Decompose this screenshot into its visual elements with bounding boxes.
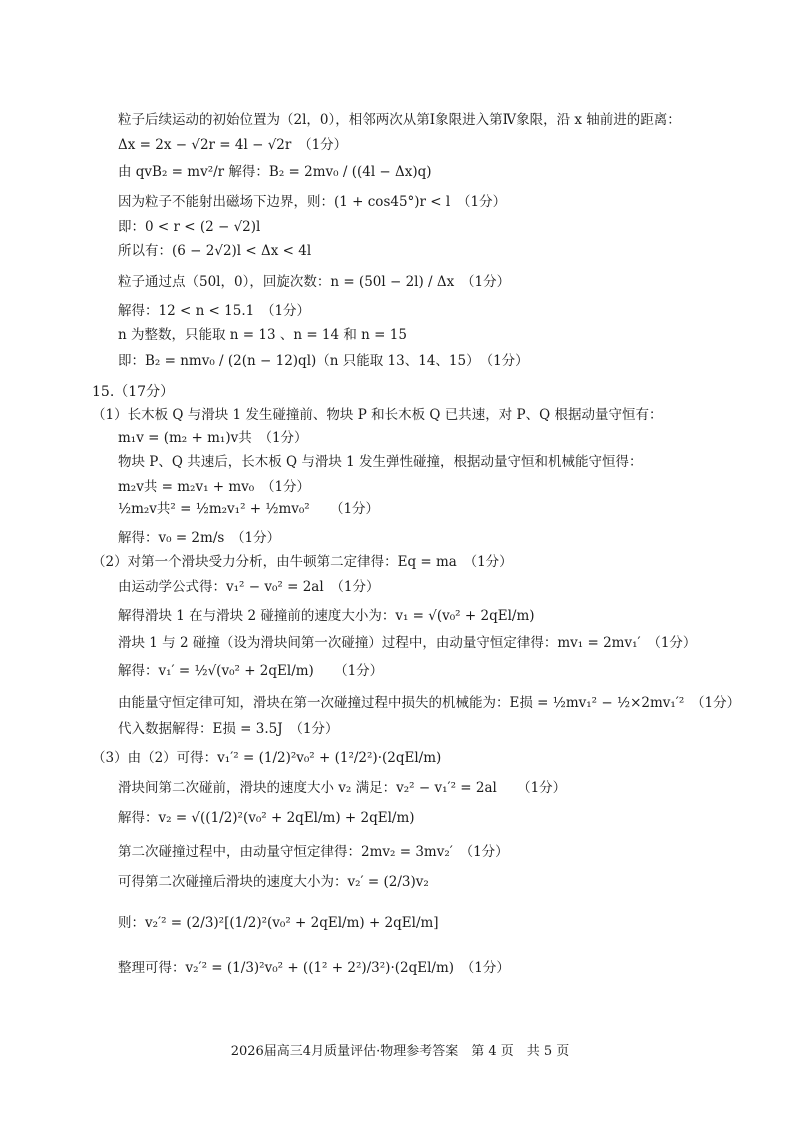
text-line: 粒子通过点（50l，0），回旋次数：n = (50l − 2l) / Δx （1分） (118, 274, 511, 290)
equation-line: Δx = 2x − √2r = 4l − √2r （1分） (118, 137, 348, 153)
equation-line: 即：B₂ = nmv₀ / (2(n − 12)ql)（n 只能取 13、14、15） （1分） (118, 353, 529, 369)
equation-line: 解得：v₀ = 2m/s （1分） (118, 530, 281, 546)
equation-line: 解得滑块 1 在与滑块 2 碰撞前的速度大小为：v₁ = √(v₀² + 2qEl/m) (118, 608, 535, 624)
equation-line: 所以有：(6 − 2√2)l < Δx < 4l (118, 243, 312, 259)
text-line: n 为整数，只能取 n = 13 、n = 14 和 n = 15 (118, 327, 407, 343)
text-line: 因为粒子不能射出磁场下边界，则：(1 + cos45°)r < l （1分） (118, 194, 507, 210)
equation-line: 由 qvB₂ = mv²/r 解得：B₂ = 2mv₀ / ((4l − Δx)q) (118, 164, 432, 180)
text-line: 物块 P、Q 共速后，长木板 Q 与滑块 1 发生弹性碰撞，根据动量守恒和机械能守恒得： (118, 454, 643, 470)
equation-line: m₁v = (m₂ + m₁)v共 （1分） (118, 430, 308, 446)
equation-line: 由运动学公式得：v₁² − v₀² = 2al （1分） (118, 579, 380, 595)
equation-line: 滑块间第二次碰前，滑块的速度大小 v₂ 满足：v₂² − v₁′² = 2al （1分） (118, 780, 567, 796)
equation-line: m₂v共 = m₂v₁ + mv₀ （1分） (118, 479, 311, 495)
text-line: 粒子后续运动的初始位置为（2l，0），相邻两次从第Ⅰ象限进入第Ⅳ象限，沿 x 轴前进的距离： (118, 112, 681, 128)
equation-line: 由能量守恒定律可知，滑块在第一次碰撞过程中损失的机械能为：E损 = ½mv₁² − ½×2mv₁′² （1分） (118, 695, 741, 711)
equation-line: 解得：v₂ = √((1/2)²(v₀² + 2qEl/m) + 2qEl/m) (118, 810, 415, 826)
part-heading: （3）由（2）可得：v₁′² = (1/2)²v₀² + (1²/2²)·(2qEl/m) (92, 750, 442, 766)
equation-line: 解得：12 < n < 15.1 （1分） (118, 303, 311, 319)
equation-line: 则：v₂′² = (2/3)²[(1/2)²(v₀² + 2qEl/m) + 2qEl/m] (118, 915, 439, 931)
equation-line: ½m₂v共² = ½m₂v₁² + ½mv₀² （1分） (118, 501, 380, 517)
equation-line: 代入数据解得：E损 = 3.5J （1分） (118, 721, 339, 737)
page-footer: 2026届高三4月质量评估·物理参考答案 第 4 页 共 5 页 (230, 1044, 570, 1059)
equation-line: 即：0 < r < (2 − √2)l (118, 219, 261, 235)
part-heading: （2）对第一个滑块受力分析，由牛顿第二定律得：Eq = ma （1分） (92, 554, 513, 570)
question-heading: 15.（17分） (92, 384, 175, 400)
equation-line: 可得第二次碰撞后滑块的速度大小为：v₂′ = (2/3)v₂ (118, 874, 429, 890)
equation-line: 第二次碰撞过程中，由动量守恒定律得：2mv₂ = 3mv₂′ （1分） (118, 844, 509, 860)
equation-line: 解得：v₁′ = ½√(v₀² + 2qEl/m) （1分） (118, 663, 384, 679)
part-heading: （1）长木板 Q 与滑块 1 发生碰撞前、物块 P 和长木板 Q 已共速，对 P、Q 根据动量守恒有： (92, 407, 663, 423)
text-line: 滑块 1 与 2 碰撞（设为滑块间第一次碰撞）过程中，由动量守恒定律得：mv₁ = 2mv₁′ （1分） (118, 635, 697, 651)
equation-line: 整理可得：v₂′² = (1/3)²v₀² + ((1² + 2²)/3²)·(2qEl/m) （1分） (118, 960, 510, 976)
